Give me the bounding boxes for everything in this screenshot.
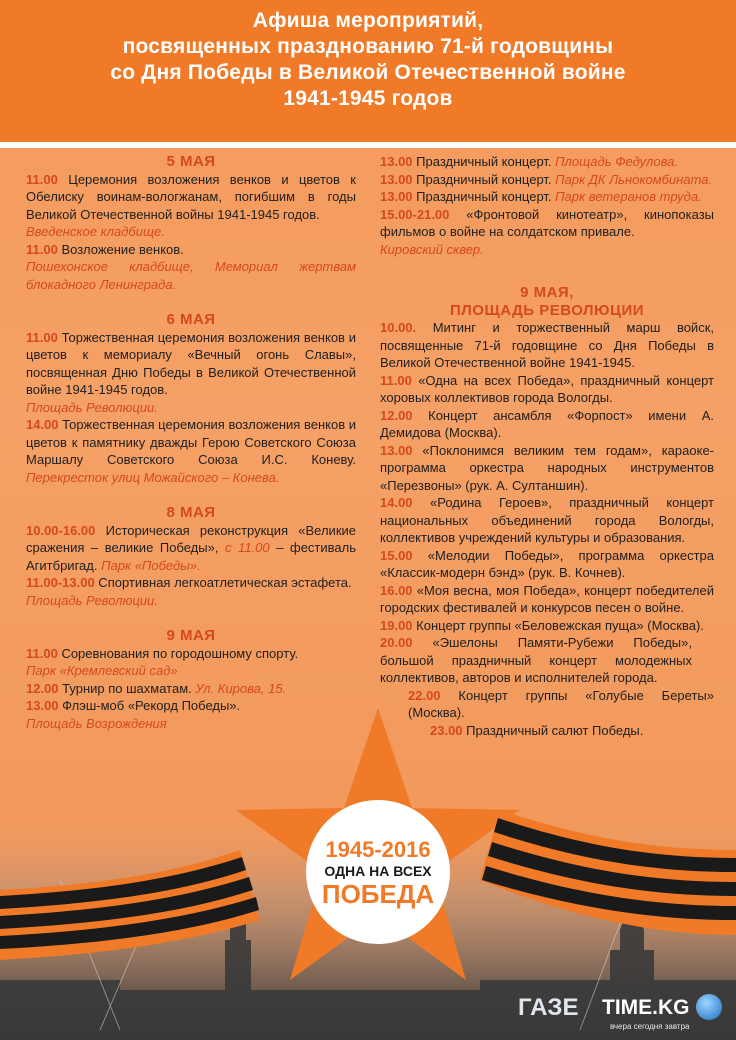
- event-location: Парк «Кремлевский сад»: [26, 663, 178, 678]
- event-time: 13.00: [380, 171, 413, 187]
- event-time: 15.00: [380, 547, 413, 563]
- event-text: Соревнования по городошному спорту.: [57, 645, 299, 661]
- event-location: Ул. Кирова, 15.: [195, 680, 287, 696]
- event-text: Спортивная легкоатлетическая эстафета.: [94, 575, 352, 590]
- event-time: 20.00: [380, 635, 413, 650]
- day-may-9-concerts: [380, 153, 714, 258]
- event-location: Парк «Победы».: [101, 557, 201, 573]
- event-time: 15.00-21.00: [380, 206, 450, 222]
- event-time: 23.00: [430, 722, 463, 738]
- event-time: 10.00-16.00: [26, 522, 96, 538]
- header-line-2: посвященных празднованию 71-й годовщины: [122, 35, 614, 58]
- day-title: 6 МАЯ: [166, 311, 216, 328]
- event-time: 10.00.: [380, 320, 417, 335]
- event: [26, 416, 356, 486]
- event-text: Торжественная церемония возложения венков и цветов к памятнику дважды Герою Советского Союза Маршалу Советского Союза И.С. Коневу.: [26, 417, 356, 467]
- day-may-9: [26, 627, 356, 732]
- site-watermark: [518, 994, 728, 1034]
- event: [26, 522, 356, 575]
- event: [380, 171, 714, 189]
- event-time: 19.00: [380, 617, 413, 633]
- event-text: Возложение венков.: [57, 241, 184, 257]
- event: [380, 206, 714, 241]
- event: [380, 442, 714, 495]
- day-title: 5 МАЯ: [166, 153, 216, 170]
- event-text: «Фронтовой кинотеатр», кинопоказы фильмов о войне на солдатском привале.: [380, 206, 714, 239]
- event: [380, 319, 714, 372]
- event-text: «Мелодии Победы», программа оркестра «Классик-модерн бэнд» (рук. В. Кочнев).: [380, 547, 714, 580]
- event: [380, 372, 714, 407]
- right-column: [380, 153, 714, 757]
- event-text: Концерт ансамбля «Форпост» имени А. Демидова (Москва).: [380, 407, 714, 440]
- event-time: 12.00: [380, 407, 413, 423]
- event: [380, 582, 714, 617]
- event-text: Праздничный концерт.: [412, 154, 556, 169]
- event-time: 22.00: [408, 687, 441, 703]
- event-text: Концерт группы «Беловежская пуща» (Москва).: [412, 617, 704, 633]
- event: [408, 687, 714, 722]
- event-location: Введенское кладбище.: [26, 224, 165, 239]
- emblem-subtitle: ОДНА НА ВСЕХ: [324, 863, 432, 879]
- day-title: 9 МАЯ: [166, 627, 216, 644]
- event-text: Праздничный концерт.: [412, 171, 556, 187]
- event-text: Церемония возложения венков и цветов к Обелиску воинам-вологжанам, погибшим в годы Великой Отечественной войны 1941-1945 годов.: [26, 171, 356, 222]
- event-time: 11.00: [26, 329, 58, 345]
- watermark-brand-a: ГАЗЕ: [518, 994, 579, 1021]
- event: [26, 697, 356, 715]
- event-time: 11.00: [26, 241, 58, 257]
- event-time: 11.00-13.00: [26, 575, 95, 590]
- event-text: Митинг и торжественный марш войск, посвященные 71-й годовщине со Дня Победы в Великой Отечественной войне 1941-1945.: [380, 320, 714, 370]
- event: [380, 547, 714, 582]
- watermark-brand-b: TIME.KG: [602, 996, 690, 1019]
- event: [380, 617, 714, 635]
- emblem-victory: ПОБЕДА: [321, 879, 435, 909]
- day-title: 8 МАЯ: [166, 504, 216, 521]
- emblem-text: [306, 838, 450, 908]
- event-time: 14.00: [26, 417, 59, 432]
- event-location: Парк ветеранов труда.: [555, 189, 702, 204]
- left-column: [26, 153, 356, 750]
- event-location: Пошехонское кладбище, Мемориал жертвам блокадного Ленинграда.: [26, 259, 356, 292]
- event-text: «Эшелоны Памяти-Рубежи Победы», большой праздничный концерт молодежных коллективов, авторов и исполнителей города.: [380, 635, 692, 685]
- event-text: «Поклонимся великим тем годам», караоке-программа оркестра народных инструментов «Перезвоны» (рук. А. Султаншин).: [380, 442, 714, 493]
- event: [26, 574, 356, 592]
- poster-header: [0, 0, 736, 142]
- event: [430, 722, 714, 740]
- event-text: – фестиваль Агитбригад.: [26, 540, 356, 573]
- event-text: «Одна на всех Победа», праздничный концерт хоровых коллективов города Вологды.: [380, 372, 714, 405]
- event-time: 13.00: [380, 154, 413, 169]
- event-time: 11.00: [380, 372, 412, 388]
- day-may-8: [26, 504, 356, 609]
- header-line-4: 1941-1945 годов: [283, 87, 453, 110]
- day-subtitle: ПЛОЩАДЬ РЕВОЛЮЦИИ: [449, 301, 645, 319]
- event: [380, 153, 714, 171]
- event-text: «Родина Героев», праздничный концерт национальных объединений города Вологды, коллективов учреждений культуры и образования.: [380, 495, 714, 545]
- event-text: Концерт группы «Голубые Береты» (Москва).: [408, 687, 714, 720]
- event-time: 13.00: [380, 189, 413, 204]
- event-text: Флэш-моб «Рекорд Победы».: [58, 698, 241, 713]
- day-may-5: [26, 153, 356, 293]
- watermark-tagline: вчера сегодня завтра: [610, 1022, 690, 1031]
- event: [26, 645, 356, 663]
- event-time: 11.00: [26, 171, 58, 187]
- event: [26, 680, 356, 698]
- day-may-6: [26, 311, 356, 486]
- header-line-3: со Дня Победы в Великой Отечественной войне: [110, 61, 626, 84]
- watermark-globe-icon: [696, 994, 722, 1020]
- event-time-note: с 11.00: [225, 540, 270, 555]
- event: [26, 329, 356, 399]
- event-location: Площадь Революции.: [26, 592, 158, 608]
- event-text: Праздничный концерт.: [412, 189, 556, 204]
- event-text: Турнир по шахматам.: [58, 680, 196, 696]
- header-line-1: Афиша мероприятий,: [252, 9, 484, 32]
- event: [380, 407, 714, 442]
- event-location: Площадь Федулова.: [555, 154, 678, 169]
- day-may-9-revolution-square: [380, 284, 714, 739]
- event-text: Торжественная церемония возложения венков и цветов к мемориалу «Вечный огонь Славы», посвященная Дню Победы в Великой Отечественной войне 1941-1945 годов.: [26, 329, 356, 397]
- event-location: Площадь Революции.: [26, 399, 158, 415]
- event: [380, 188, 714, 206]
- event-location: Перекресток улиц Можайского – Конева.: [26, 469, 280, 485]
- event-text: Праздничный салют Победы.: [462, 722, 644, 738]
- header-divider: [0, 142, 736, 148]
- event-time: 12.00: [26, 680, 59, 696]
- event: [26, 241, 356, 259]
- day-title: 9 МАЯ,: [520, 284, 574, 301]
- event-location: Парк ДК Льнокомбината.: [555, 171, 713, 187]
- event-time: 14.00: [380, 495, 413, 510]
- event-text: «Моя весна, моя Победа», концерт победителей городских фестивалей и конкурсов песен о войне.: [380, 582, 714, 615]
- event: [380, 494, 714, 547]
- event-time: 13.00: [26, 698, 59, 713]
- event-time: 11.00: [26, 645, 58, 661]
- event-location: Площадь Возрождения: [26, 715, 167, 731]
- event: [26, 171, 356, 224]
- event-text: Историческая реконструкция «Великие сражения – великие Победы»,: [26, 522, 356, 555]
- event-time: 13.00: [380, 442, 413, 458]
- event-location: Кировский сквер.: [380, 241, 484, 257]
- emblem-years: 1945-2016: [325, 837, 431, 862]
- event-time: 16.00: [380, 582, 413, 598]
- event: [380, 634, 692, 687]
